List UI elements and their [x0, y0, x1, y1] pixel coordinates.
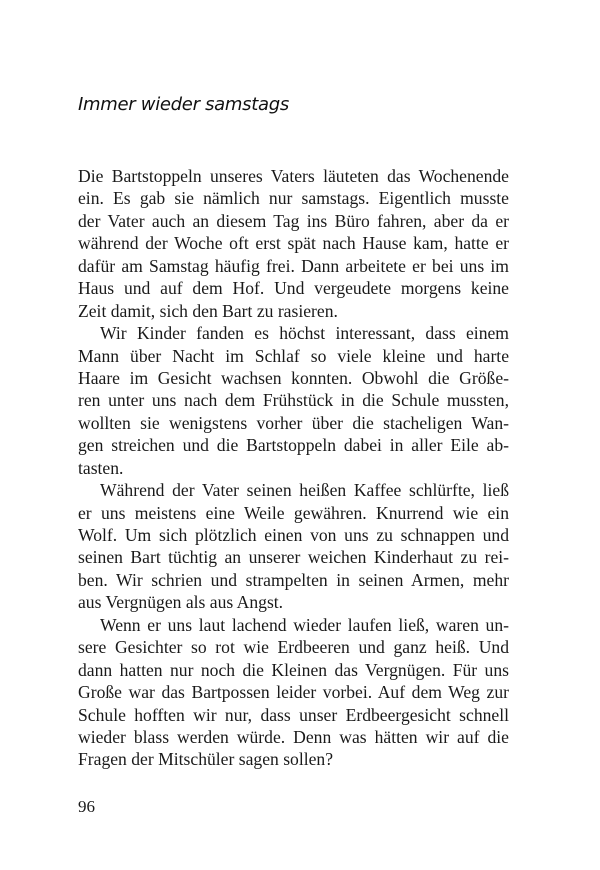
text-line: dann hatten nur noch die Kleinen das Vergnügen. Für uns: [78, 659, 509, 680]
text-line: Mann über Nacht im Schlaf so viele kleine und harte: [78, 345, 509, 366]
text-line: Schule hofften wir nur, dass unser Erdbeergesicht schnell: [78, 704, 509, 725]
text-line: gen streichen und die Bartstoppeln dabei in aller Eile ab-: [78, 435, 509, 456]
text-line: aus Vergnügen als aus Angst.: [78, 592, 284, 613]
text-line: dafür am Samstag häufig frei. Dann arbeitete er bei uns im: [78, 255, 509, 276]
text-line: Wolf. Um sich plötzlich einen von uns zu schnappen und: [78, 525, 509, 545]
paragraph: [78, 165, 509, 322]
text-line: ein. Es gab sie nämlich nur samstags. Eigentlich musste: [78, 188, 509, 209]
paragraph: [78, 322, 509, 479]
text-line: Haare im Gesicht wachsen konnten. Obwohl die Größe-: [78, 367, 509, 388]
text-line: ben. Wir schrien und strampelten in seinen Armen, mehr: [78, 569, 509, 590]
text-line: wollten sie wenigstens vorher über die stacheligen Wan-: [78, 412, 509, 433]
page-number: 96: [78, 797, 95, 816]
text-line: Große war das Bartpossen leider vorbei. Auf dem Weg zur: [78, 682, 509, 703]
text-line: während der Woche oft erst spät nach Hause kam, hatte er: [78, 233, 509, 254]
text-line: wieder blass werden würde. Denn was hätten wir auf die: [78, 726, 509, 747]
text-line: Fragen der Mitschüler sagen sollen?: [78, 749, 334, 770]
paragraph: [78, 614, 509, 771]
paragraph: [78, 479, 509, 614]
text-line: der Vater auch an diesem Tag ins Büro fahren, aber da er: [78, 210, 509, 231]
text-line: sere Gesichter so rot wie Erdbeeren und ganz heiß. Und: [78, 637, 509, 658]
chapter-title: Immer wieder samstags: [78, 94, 289, 115]
text-line: tasten.: [78, 457, 124, 478]
text-line: ren unter uns nach dem Frühstück in die Schule mussten,: [78, 390, 509, 411]
text-line: er uns meistens eine Weile gewähren. Knurrend wie ein: [78, 502, 509, 523]
text-line: Wir Kinder fanden es höchst interessant, dass einem: [100, 323, 509, 344]
text-line: Haus und auf dem Hof. Und vergeudete morgens keine: [78, 278, 509, 299]
text-line: Wenn er uns laut lachend wieder laufen ließ, waren un-: [100, 614, 509, 635]
text-line: seinen Bart tüchtig an unserer weichen Kinderhaut zu rei-: [78, 547, 509, 568]
text-line: Die Bartstoppeln unseres Vaters läuteten das Wochenende: [78, 166, 509, 186]
body-text: [78, 165, 509, 771]
text-line: Zeit damit, sich den Bart zu rasieren.: [78, 300, 338, 321]
text-line: Während der Vater seinen heißen Kaffee schlürfte, ließ: [100, 480, 509, 501]
